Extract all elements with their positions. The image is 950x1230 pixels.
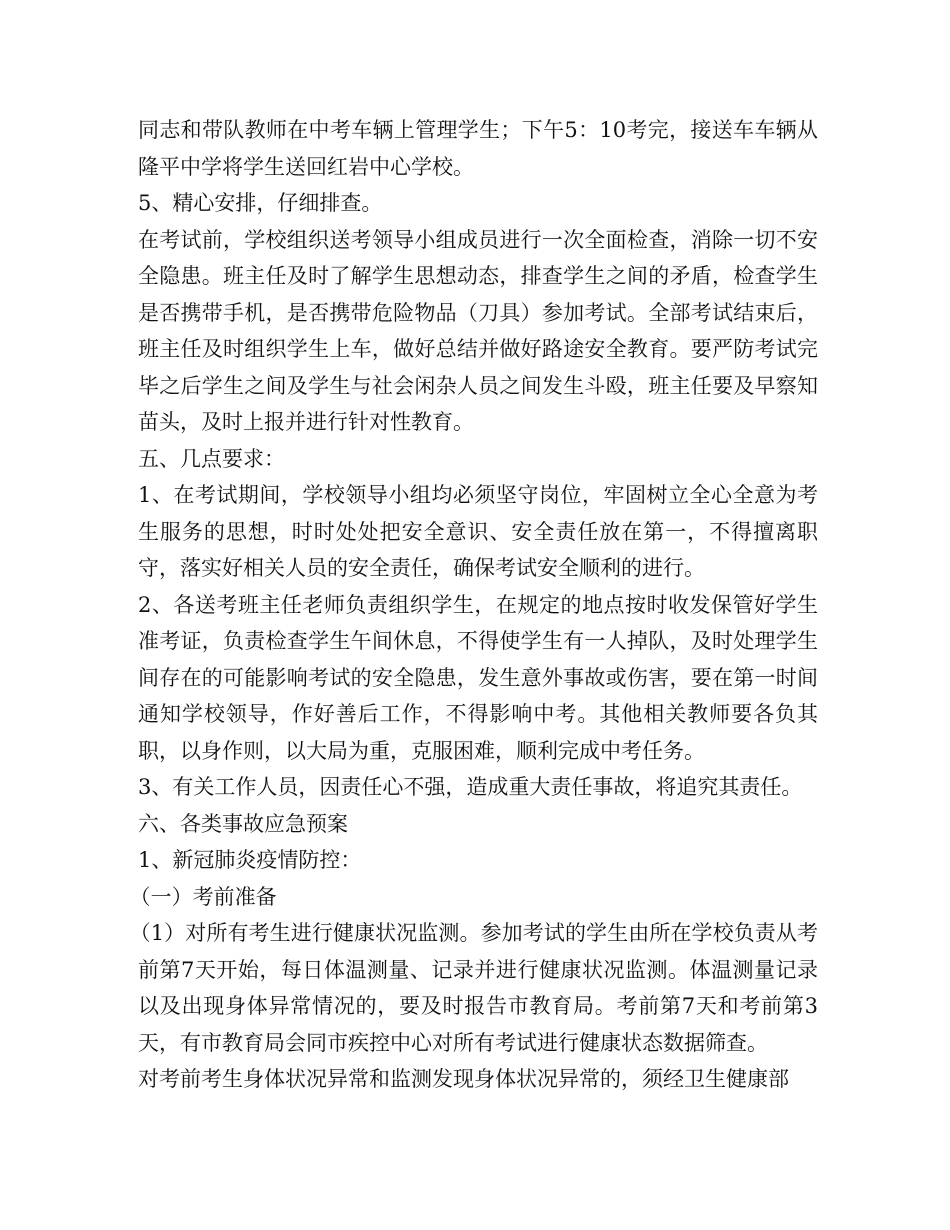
paragraph-requirement-2: 2、各送考班主任老师负责组织学生，在规定的地点按时收发保管好学生准考证，负责检查学生午间休息，不得使学生有一人掉队，及时处理学生间存在的可能影响考试的安全隐患，发生意外事故或伤害，要在第一时间通知学校领导，作好善后工作，不得影响中考。其他相关教师要各负其职，以身作则，以大局为重，克服困难，顺利完成中考任务。 [138, 592, 818, 763]
paragraph-transport: 同志和带队教师在中考车辆上管理学生；下午5：10考完，接送车车辆从隆平中学将学生送回红岩中心学校。 [138, 118, 818, 179]
paragraph-requirement-3: 3、有关工作人员，因责任心不强，造成重大责任事故，将追究其责任。 [138, 775, 803, 799]
paragraph-item-5-heading: 5、精心安排，仔细排查。 [138, 191, 383, 215]
paragraph-health-monitoring: （1）对所有考生进行健康状况监测。参加考试的学生由所在学校负责从考前第7天开始，每日体温测量、记录并进行健康状况监测。体温测量记录以及出现身体异常情况的，要及时报告市教育局。考前第7天和考前第3天，有市教育局会同市疾控中心对所有考试进行健康状态数据筛查。 [129, 921, 818, 1055]
paragraph-requirement-1: 1、在考试期间，学校领导小组均必须坚守岗位，牢固树立全心全意为考生服务的思想，时时处处把安全意识、安全责任放在第一，不得擅离职守，落实好相关人员的安全责任，确保考试安全顺利的进行。 [138, 483, 818, 580]
section-heading-requirements: 五、几点要求： [138, 446, 285, 471]
document-body [129, 112, 818, 1098]
paragraph-inspection: 在考试前，学校组织送考领导小组成员进行一次全面检查，消除一切不安全隐患。班主任及时了解学生思想动态，排查学生之间的矛盾，检查学生是否携带手机，是否携带危险物品（刀具）参加考试。全部考试结束后，班主任及时组织学生上车，做好总结并做好路途安全教育。要严防考试完毕之后学生之间及学生与社会闲杂人员之间发生斗殴，班主任要及早察知苗头，及时上报并进行针对性教育。 [138, 227, 818, 434]
section-heading-emergency-plan: 六、各类事故应急预案 [138, 811, 348, 836]
paragraph-abnormal-status: 对考前考生身体状况异常和监测发现身体状况异常的，须经卫生健康部 [138, 1067, 789, 1091]
subheading-pre-exam-preparation: （一）考前准备 [129, 884, 277, 909]
subheading-covid-prevention: 1、新冠肺炎疫情防控： [138, 848, 362, 872]
